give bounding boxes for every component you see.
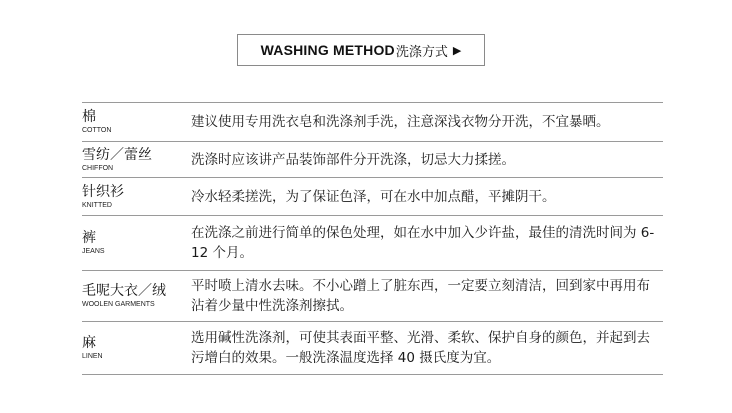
table-row-knitted [82,178,663,216]
row-label [82,147,191,173]
play-arrow-icon: ▶ [452,43,462,57]
table-row-linen [82,322,663,375]
label-chinese: 雪纺／蕾丝 [82,146,152,163]
label-english: LINEN [82,353,103,360]
row-label [82,335,191,361]
label-chinese: 毛呢大衣／绒 [82,283,166,299]
table-row-chiffon [82,142,663,178]
label-english: KNITTED [82,201,112,209]
title-english: WASHING METHOD [260,42,395,58]
title-chinese: 洗涤方式 [395,44,448,60]
label-english: COTTON [82,127,112,134]
section-title [237,34,485,66]
table-row-woolen [82,271,663,322]
table-row-cotton [82,103,663,142]
washing-method-table [82,102,663,375]
label-chinese: 针织衫 [82,183,124,200]
row-label [82,283,191,309]
row-description: 选用碱性洗涤剂，可使其表面平整、光滑、柔软、保护自身的颜色，并起到去污增白的效果。一般洗涤温度选择 40 摄氏度为宜。 [191,330,650,366]
label-chinese: 麻 [82,335,96,351]
row-label [82,230,191,256]
label-chinese: 裤 [82,230,96,246]
label-chinese: 棉 [82,109,96,125]
table-row-jeans [82,216,663,271]
label-english: WOOLEN GARMENTS [82,301,155,308]
row-label [82,109,191,135]
label-english: JEANS [82,248,105,255]
row-description: 平时喷上清水去味。不小心蹭上了脏东西，一定要立刻清洁，回到家中再用布沾着少量中性洗涤剂擦拭。 [191,278,650,314]
row-label [82,184,191,210]
label-english: CHIFFON [82,164,114,172]
row-description: 冷水轻柔搓洗，为了保证色泽，可在水中加点醋，平摊阴干。 [191,188,556,205]
row-description: 建议使用专用洗衣皂和洗涤剂手洗，注意深浅衣物分开洗，不宜暴晒。 [191,114,610,130]
row-description: 在洗涤之前进行简单的保色处理，如在水中加入少许盐，最佳的清洗时间为 6-12 个月。 [191,225,655,261]
row-description: 洗涤时应该讲产品装饰部件分开洗涤，切忌大力揉搓。 [191,151,515,168]
